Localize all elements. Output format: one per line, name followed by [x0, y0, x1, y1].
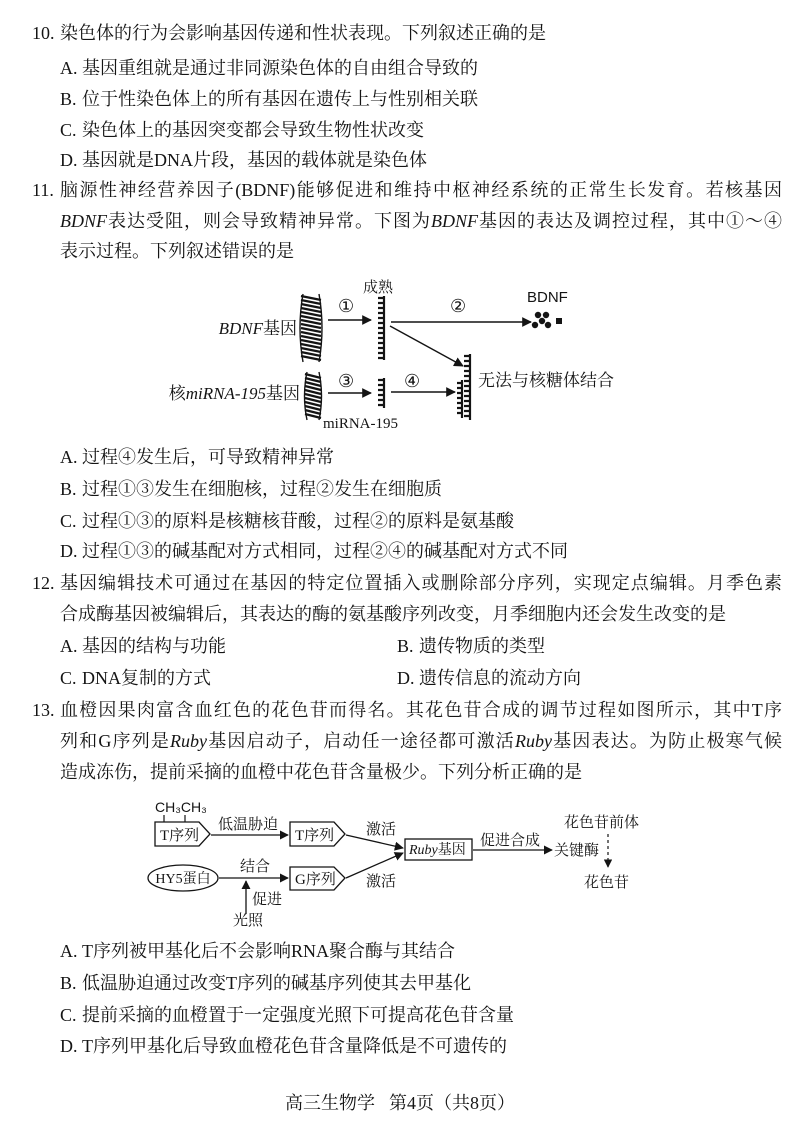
- step-4-marker: ④: [404, 371, 421, 391]
- activate-lower-label: 激活: [366, 874, 397, 890]
- bdnf-gene-label-italic: BDNF: [218, 319, 263, 338]
- blocked-label: 无法与核糖体结合: [478, 371, 614, 390]
- bdnf-protein-icon: [532, 312, 562, 328]
- bdnf-mrna-strand: [378, 296, 384, 360]
- mirna-gene-label-italic: miRNA-195: [185, 384, 266, 403]
- option-label: C.: [60, 668, 77, 688]
- q10-option-d: [60, 148, 427, 172]
- option-text: DNA复制的方式: [82, 668, 211, 688]
- activate-upper-label: 激活: [366, 822, 397, 838]
- mirna-strand: [378, 378, 384, 408]
- footer-subject: 高三生物学: [285, 1093, 375, 1113]
- promote-label: 促进: [252, 892, 283, 908]
- option-text: 基因就是DNA片段，基因的载体就是染色体: [82, 150, 427, 170]
- q13-option-c: [60, 1003, 514, 1027]
- option-text: 过程①③发生在细胞核，过程②发生在细胞质: [82, 479, 442, 499]
- precursor-label: 花色苷前体: [564, 815, 640, 831]
- page-footer: [0, 1091, 800, 1115]
- stem-text: 基因启动子，启动任一途径都可激活: [207, 731, 515, 751]
- q10-number: 10.: [32, 23, 55, 43]
- hy5-protein-label: HY5蛋白: [155, 872, 211, 887]
- low-temp-stress-label: 低温胁迫: [218, 817, 279, 833]
- q11-number: 11.: [32, 180, 54, 200]
- mirna-gene-dna-helix: [305, 372, 322, 420]
- option-label: B.: [60, 479, 77, 499]
- option-label: A.: [60, 58, 78, 78]
- option-label: D.: [60, 541, 78, 561]
- q11-option-b: [60, 477, 442, 501]
- option-label: B.: [60, 973, 77, 993]
- bdnf-expression-diagram: [0, 270, 800, 440]
- option-label: C.: [60, 1005, 77, 1025]
- mirna-gene-label-suffix: 基因: [266, 384, 300, 403]
- option-label: B.: [60, 89, 77, 109]
- q11-option-a: [60, 445, 334, 469]
- option-label: D.: [397, 668, 415, 688]
- option-label: B.: [397, 636, 414, 656]
- key-enzyme-label: 关键酶: [554, 843, 600, 859]
- ruby-gene-label-italic: Ruby: [409, 843, 438, 858]
- q10-option-c: [60, 118, 424, 142]
- methyl-groups-label: CH₃CH₃: [155, 799, 207, 815]
- q12-option-c: [60, 666, 211, 690]
- q10-option-b: [60, 87, 478, 111]
- step-2-marker: ②: [450, 296, 467, 316]
- bdnf-protein-label: BDNF: [527, 289, 568, 306]
- q12-number: 12.: [32, 573, 55, 593]
- t-sequence-methylated-label: T序列: [160, 828, 200, 844]
- stem-text: 基因表达。为防止极寒气候: [551, 731, 783, 751]
- q12-option-a: [60, 634, 226, 658]
- option-label: A.: [60, 447, 78, 467]
- option-text: 基因的结构与功能: [82, 636, 226, 656]
- mirna-gene-label: [169, 384, 300, 403]
- step-1-marker: ①: [338, 296, 355, 316]
- option-text: 过程④发生后，可导致精神异常: [82, 447, 334, 467]
- option-label: C.: [60, 120, 77, 140]
- q11-option-d: [60, 539, 568, 563]
- arrow-mrna-to-complex: [390, 326, 463, 366]
- option-text: T序列被甲基化后不会影响RNA聚合酶与其结合: [82, 941, 455, 961]
- gene-name-italic: BDNF: [60, 211, 107, 231]
- q13-option-a: [60, 939, 455, 963]
- stem-text: 表达受阻，则会导致精神异常。下图为: [107, 211, 431, 231]
- footer-page-number: 第4页（共8页）: [389, 1093, 515, 1113]
- anthocyanin-regulation-diagram: [0, 790, 800, 930]
- stem-text: 基因的表达及调控过程，其中①～④: [478, 211, 782, 231]
- q13-number: 13.: [32, 700, 55, 720]
- q11-stem-line1: 脑源性神经营养因子(BDNF)能够促进和维持中枢神经系统的正常生长发育。若核基因: [60, 180, 782, 200]
- bdnf-gene-label: [219, 319, 297, 338]
- methyl-bonds: [164, 815, 185, 822]
- q10-option-a: [60, 56, 478, 80]
- ruby-gene-label: [408, 841, 466, 858]
- option-label: D.: [60, 150, 78, 170]
- bdnf-gene-dna-helix: [300, 294, 322, 362]
- bdnf-gene-label-suffix: 基因: [263, 319, 297, 338]
- q12-option-b: [397, 634, 545, 658]
- option-label: C.: [60, 511, 77, 531]
- q13-stem-line3: 造成冻伤，提前采摘的血橙中花色苷含量极少。下列分析正确的是: [60, 762, 582, 782]
- promote-synthesis-label: 促进合成: [480, 833, 541, 849]
- gene-name-italic: Ruby: [514, 731, 552, 751]
- option-text: 提前采摘的血橙置于一定强度光照下可提高花色苷含量: [82, 1005, 514, 1025]
- option-text: 染色体上的基因突变都会导致生物性状改变: [82, 120, 424, 140]
- bind-label: 结合: [240, 859, 271, 875]
- t-sequence-label: T序列: [295, 828, 335, 844]
- gene-name-italic: Ruby: [170, 731, 208, 751]
- mature-label: 成熟: [363, 280, 394, 296]
- q12-option-d: [397, 666, 581, 690]
- option-label: A.: [60, 941, 78, 961]
- q10-stem: 染色体的行为会影响基因传递和性状表现。下列叙述正确的是: [60, 23, 546, 43]
- option-label: A.: [60, 636, 78, 656]
- mirna-label: miRNA-195: [323, 416, 398, 432]
- light-label: 光照: [233, 913, 264, 929]
- q12-stem-line2: 合成酶基因被编辑后，其表达的酶的氨基酸序列改变，月季细胞内还会发生改变的是: [60, 604, 726, 624]
- q12-stem-line1: 基因编辑技术可通过在基因的特定位置插入或删除部分序列，实现定点编辑。月季色素: [60, 573, 782, 593]
- stem-text: 列和G序列是: [60, 731, 171, 751]
- option-text: 遗传信息的流动方向: [419, 668, 581, 688]
- option-text: 过程①③的原料是核糖核苷酸，过程②的原料是氨基酸: [82, 511, 514, 531]
- q13-stem-line2: [60, 729, 782, 753]
- step-3-marker: ③: [338, 371, 355, 391]
- q11-option-c: [60, 509, 514, 533]
- option-text: 低温胁迫通过改变T序列的碱基序列使其去甲基化: [82, 973, 471, 993]
- ruby-gene-label-suffix: 基因: [437, 843, 466, 858]
- option-text: 位于性染色体上的所有基因在遗传上与性别相关联: [82, 89, 478, 109]
- q11-stem-line2: [60, 209, 782, 233]
- gene-name-italic: BDNF: [431, 211, 478, 231]
- option-text: T序列甲基化后导致血橙花色苷含量降低是不可遗传的: [82, 1036, 507, 1056]
- option-text: 遗传物质的类型: [419, 636, 545, 656]
- mirna-gene-label-prefix: 核: [168, 384, 186, 403]
- q11-stem-line3: 表示过程。下列叙述错误的是: [60, 241, 294, 261]
- anthocyanin-label: 花色苷: [584, 875, 630, 891]
- option-text: 过程①③的碱基配对方式相同，过程②④的碱基配对方式不同: [82, 541, 568, 561]
- q13-stem-line1: 血橙因果肉富含血红色的花色苷而得名。其花色苷合成的调节过程如图所示，其中T序: [60, 700, 782, 720]
- q13-option-b: [60, 971, 471, 995]
- option-label: D.: [60, 1036, 78, 1056]
- option-text: 基因重组就是通过非同源染色体的自由组合导致的: [82, 58, 478, 78]
- g-sequence-label: G序列: [295, 872, 336, 888]
- q13-option-d: [60, 1034, 507, 1058]
